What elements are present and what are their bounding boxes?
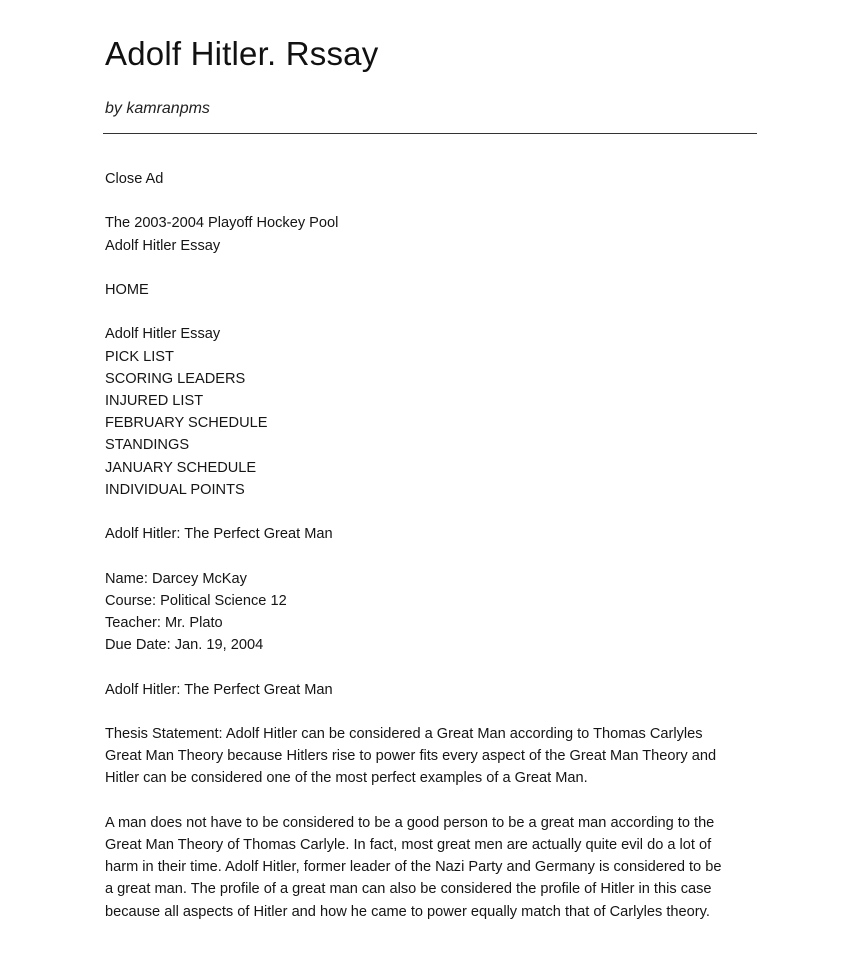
nav-item-scoring-leaders[interactable]: SCORING LEADERS <box>105 370 246 387</box>
essay-heading-repeat: Adolf Hitler: The Perfect Great Man <box>105 681 333 698</box>
thesis-paragraph <box>105 723 755 790</box>
paragraph-line: Great Man Theory of Thomas Carlyle. In fact, most great men are actually quite evil do a lot of <box>105 836 712 853</box>
site-header-title: The 2003-2004 Playoff Hockey Pool <box>105 215 339 232</box>
essay-heading: Adolf Hitler: The Perfect Great Man <box>105 526 333 543</box>
essay-meta <box>105 568 757 657</box>
home-link[interactable]: HOME <box>105 281 149 298</box>
document-byline: by kamranpms <box>105 100 210 117</box>
nav-list <box>105 323 757 501</box>
essay-meta-teacher: Teacher: Mr. Plato <box>105 614 223 631</box>
nav-item-standings[interactable]: STANDINGS <box>105 437 190 454</box>
nav-item-injured-list[interactable]: INJURED LIST <box>105 392 204 409</box>
nav-item-february-schedule[interactable]: FEBRUARY SCHEDULE <box>105 415 268 432</box>
nav-item-january-schedule[interactable]: JANUARY SCHEDULE <box>105 459 257 476</box>
site-header <box>105 212 757 256</box>
document-title: Adolf Hitler. Rssay <box>105 35 379 72</box>
close-ad-link[interactable]: Close Ad <box>105 171 164 187</box>
title-divider <box>103 133 757 134</box>
home-section <box>105 279 757 301</box>
document-content <box>105 168 757 923</box>
thesis-line: Thesis Statement: Adolf Hitler can be considered a Great Man according to Thomas Carlyles <box>105 725 703 742</box>
paragraph-line: harm in their time. Adolf Hitler, former leader of the Nazi Party and Germany is considered to be <box>105 859 722 876</box>
body-paragraph <box>105 812 755 923</box>
nav-item-adolf-hitler-essay[interactable]: Adolf Hitler Essay <box>105 326 221 343</box>
essay-heading-repeat-section <box>105 679 757 701</box>
nav-item-pick-list[interactable]: PICK LIST <box>105 348 174 365</box>
ad-section <box>105 168 757 190</box>
thesis-line: Great Man Theory because Hitlers rise to power fits every aspect of the Great Man Theory and <box>105 748 717 765</box>
essay-heading-section <box>105 523 757 545</box>
paragraph-line: A man does not have to be considered to be a good person to be a great man according to the <box>105 814 715 831</box>
thesis-line: Hitler can be considered one of the most perfect examples of a Great Man. <box>105 770 588 787</box>
nav-item-individual-points[interactable]: INDIVIDUAL POINTS <box>105 481 245 498</box>
site-header-subtitle: Adolf Hitler Essay <box>105 237 221 254</box>
paragraph-line: a great man. The profile of a great man can also be considered the profile of Hitler in this case <box>105 881 712 898</box>
essay-meta-course: Course: Political Science 12 <box>105 592 287 609</box>
essay-meta-name: Name: Darcey McKay <box>105 570 247 587</box>
essay-meta-due-date: Due Date: Jan. 19, 2004 <box>105 637 264 654</box>
paragraph-line: because all aspects of Hitler and how he came to power equally match that of Carlyles theory. <box>105 903 710 920</box>
